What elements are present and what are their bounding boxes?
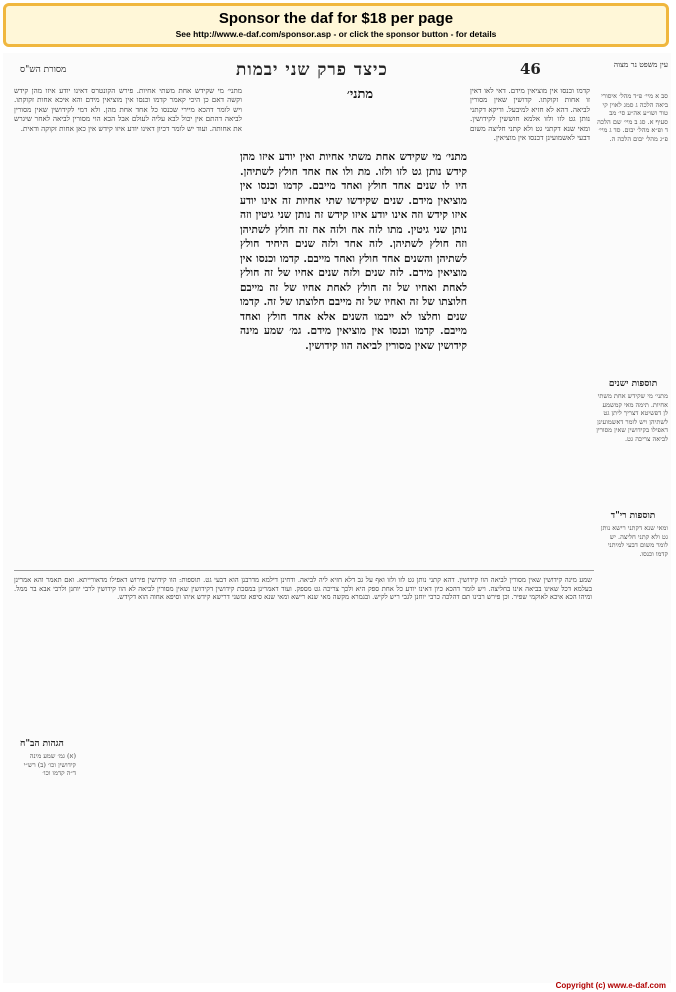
mishna-heading: מתני׳ — [346, 87, 374, 102]
rashi-column: קדמו וכנסו אין מוציאין מידם. דאי לאו דאין זו אחות זקוקתו. קדושין שאין מסורין לביאה. דהא לא חזיא למיבעל. ודיקא דקתני נותן גט לזו ולזו אלמא חוששין לקידושין. ומאי שנא דקתני גט ולא קתני חליצה משום דבעי לאשמועינן דכנסו אין מוציאין. — [470, 86, 590, 143]
copyright-footer[interactable]: Copyright (c) www.e-daf.com — [555, 981, 666, 990]
tosafot-column: מתני׳ מי שקידש אחת משתי אחיות. פירש הקונטרס דאינו יודע איזו מהן קידש וקשה דאם כן היכי קאמר קדמו וכנסו אין מוציאין מידם והא איכא אחות זקוקתו. ויש לומר דהכא מיירי שכנסו כל אחד אחת מהן. ולא דמי לקידושין שאין מסורין לביאה דהתם אין יכול לבא עליה לעולם אבל הכא הוי מסורין לביאה לאחר שיגרש את אחותה. ועוד יש לומר דכיון דאינו יודע איזו קידש אין כאן אחות זקוקה ודאית. — [14, 86, 242, 133]
page-number: 46 — [520, 60, 541, 78]
tosafot-yeshanim-text: מתני׳ מי שקידש אחת משתי אחיות. תימה מאי קמשמע לן דפשיטא דצריך ליתן גט לשתיהן ויש לומר דאשמועינן דאפילו בקידושין שאין מסורין לביאה צריכה גט. — [596, 392, 668, 443]
hagahot-habach-heading: הגהות הב"ח — [20, 739, 64, 749]
section-divider — [14, 570, 594, 571]
gemara-column: מתני׳ מי שקידש אחת משתי אחיות ואין יודע איזו מהן קידש נותן גט לזו ולזו. מת ולו אח אחד חולץ לשתיהן. היו לו שנים אחד חולץ ואחד מייבם. קדמו וכנסו אין מוציאין מידם. שנים שקידשו שתי אחיות זה אינו יודע איזו קידש וזה אינו יודע איזו קידש זה נותן שני גיטין וזה נותן שני גיטין. מתו לזה אח ולזה אח זה חולץ לשתיהן וזה חולץ לשתיהן. לזה אחד ולזה שנים היחיד חולץ לשתיהן והשנים אחד חולץ ואחד מייבם. קדמו וכנסו אין מוציאין מידם. לזה שנים ולזה שנים אחיו של זה חולץ לאחת ואחיו של זה חולץ לאחת אחיו של זה מייבם חלוצתו של זה ואחיו של זה מייבם חלוצתו של זה. קדמו שנים וחלצו לא ייבמו השנים אלא אחד חולץ ואחד מייבם. קדמו וכנסו אין מוציאין מידם. גמ׳ שמע מינה קידושין שאין מסורין לביאה הוו קידושין. — [240, 151, 467, 352]
tosafot-yeshanim-heading: תוספות ישנים — [608, 379, 658, 389]
tosafot-rid-text: ומאי שנא דקתני רישא נותן גט ולא קתני חליצה. יש לומר משום דבעי למיתני קדמו וכנסו. — [600, 524, 668, 558]
sponsor-banner[interactable] — [3, 3, 669, 47]
tosafot-rid-heading: תוספות רי"ד — [610, 511, 656, 521]
hagahot-habach-text: (א) גמ׳ שמע מינה קידושין וכו׳ (ב) רש״י ד״ה קדמו וכו׳ — [23, 752, 76, 777]
sponsor-headline[interactable]: Sponsor the daf for $18 per page — [218, 10, 454, 27]
masoret-hashas-heading: מסורת הש"ס — [20, 65, 67, 75]
page-title: כיצד פרק שני יבמות — [236, 60, 388, 80]
ein-mishpat-heading: עין משפט נר מצוה — [613, 60, 668, 69]
sponsor-subline[interactable]: See http://www.e-daf.com/sponsor.asp - or click the sponsor button - for details — [175, 29, 497, 39]
ein-mishpat-text: סב א מיי׳ פ״ד מהל׳ איסורי ביאה הלכה ג סמג לאוין קי טור ושו״ע אה״ע סי׳ מב סעיף א. סג ב מיי׳ שם הלכה ד ופ״א מהל׳ יבום. סד ג מיי׳ פ״ג מהל׳ יבום הלכה ה. — [597, 92, 668, 143]
bottom-commentary: שמע מינה קידושין שאין מסורין לביאה הוו קידושין. דהא קתני נותן גט לזו ולזו ואף על גב דלא חזיא ליה לביאה. ודחינן דילמא מדרבנן הוא דבעי גט. תוספות: הוו קידושין פירוש דאפילו מדאורייתא. ואם תאמר והא אמרינן בעלמא דכל שאינו בביאה אינו בחליצה. ויש לומר דהכא כיון דאינו יודע כל אחת ספק היא ולכך צריכה גט מספק. ועוד דאמרינן במסכת קידושין דקידושין שאין מסורין לביאה לא הוו קידושין לרבי יוחנן ולרבי אבא בר ממל. ומיהו הכא איכא לאוקמי שפיר. וכן פירש רבינו תם דהלכה כרבי יוחנן לגבי ריש לקיש. ובגמרא מקשה מאי שנא רישא ומאי שנא סיפא ומשני דרישא קידש איהו וסיפא אחוה הוא דקידש. — [14, 576, 592, 602]
